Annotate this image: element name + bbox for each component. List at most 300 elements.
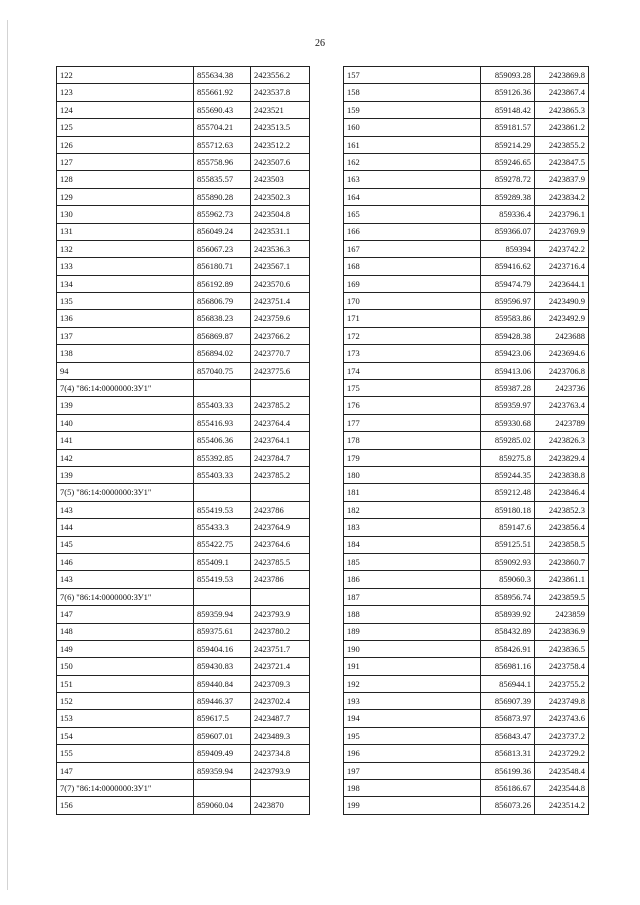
point-number: 175: [344, 380, 481, 397]
y-coordinate: 2423751.4: [251, 293, 310, 310]
point-number: 174: [344, 362, 481, 379]
point-number: 156: [57, 797, 194, 814]
table-row: [57, 171, 310, 188]
y-coordinate: 2423570.6: [251, 275, 310, 292]
y-coordinate: 2423736: [535, 380, 589, 397]
table-row: [57, 432, 310, 449]
x-coordinate: 859244.35: [481, 466, 535, 483]
point-number: 162: [344, 153, 481, 170]
x-coordinate: 856199.36: [481, 762, 535, 779]
y-coordinate: 2423793.9: [251, 762, 310, 779]
table-row: [57, 414, 310, 431]
y-coordinate: 2423694.6: [535, 345, 589, 362]
point-number: 194: [344, 710, 481, 727]
y-coordinate: 2423847.5: [535, 153, 589, 170]
x-coordinate: 855962.73: [194, 206, 251, 223]
y-coordinate: 2423503: [251, 171, 310, 188]
table-row: [344, 519, 589, 536]
table-row: [344, 223, 589, 240]
point-number: 131: [57, 223, 194, 240]
point-number: 185: [344, 553, 481, 570]
table-row: [344, 693, 589, 710]
x-coordinate: 856813.31: [481, 745, 535, 762]
x-coordinate: 859214.29: [481, 136, 535, 153]
y-coordinate: 2423548.4: [535, 762, 589, 779]
point-number: 141: [57, 432, 194, 449]
table-row: [344, 640, 589, 657]
x-coordinate: 855403.33: [194, 466, 251, 483]
x-coordinate: 859409.49: [194, 745, 251, 762]
point-number: 189: [344, 623, 481, 640]
point-number: 187: [344, 588, 481, 605]
y-coordinate: 2423737.2: [535, 727, 589, 744]
x-coordinate: 859474.79: [481, 275, 535, 292]
point-number: 167: [344, 240, 481, 257]
x-coordinate: 859359.94: [194, 762, 251, 779]
table-row: [57, 258, 310, 275]
x-coordinate: 859093.28: [481, 67, 535, 84]
y-coordinate: 2423786: [251, 571, 310, 588]
point-number: 94: [57, 362, 194, 379]
point-number: 130: [57, 206, 194, 223]
table-row: [344, 119, 589, 136]
table-row: [57, 449, 310, 466]
point-number: 192: [344, 675, 481, 692]
x-coordinate: 855422.75: [194, 536, 251, 553]
x-coordinate: 855690.43: [194, 101, 251, 118]
point-number: 172: [344, 327, 481, 344]
table-row: [57, 727, 310, 744]
y-coordinate: 2423860.7: [535, 553, 589, 570]
point-number: 147: [57, 606, 194, 623]
point-number: 153: [57, 710, 194, 727]
x-coordinate: 859583.86: [481, 310, 535, 327]
y-coordinate: 2423759.6: [251, 310, 310, 327]
x-coordinate: 859289.38: [481, 188, 535, 205]
table-row: [57, 501, 310, 518]
table-row: [344, 171, 589, 188]
table-row: [57, 101, 310, 118]
empty-cell: [251, 380, 310, 397]
y-coordinate: 2423846.4: [535, 484, 589, 501]
y-coordinate: 2423644.1: [535, 275, 589, 292]
table-row: [57, 310, 310, 327]
point-number: 182: [344, 501, 481, 518]
table-row: [344, 293, 589, 310]
x-coordinate: 858939.92: [481, 606, 535, 623]
y-coordinate: 2423758.4: [535, 658, 589, 675]
table-row: [344, 571, 589, 588]
x-coordinate: 859423.06: [481, 345, 535, 362]
x-coordinate: 859404.16: [194, 640, 251, 657]
point-number: 168: [344, 258, 481, 275]
x-coordinate: 859413.06: [481, 362, 535, 379]
point-number: 149: [57, 640, 194, 657]
table-row: [344, 101, 589, 118]
y-coordinate: 2423743.6: [535, 710, 589, 727]
table-row: [344, 84, 589, 101]
table-row: [57, 536, 310, 553]
point-number: 197: [344, 762, 481, 779]
x-coordinate: 859126.36: [481, 84, 535, 101]
point-number: 128: [57, 171, 194, 188]
point-number: 150: [57, 658, 194, 675]
point-number: 139: [57, 397, 194, 414]
y-coordinate: 2423514.2: [535, 797, 589, 814]
x-coordinate: 858956.74: [481, 588, 535, 605]
table-row: [344, 67, 589, 84]
point-number: 123: [57, 84, 194, 101]
empty-cell: [251, 780, 310, 797]
x-coordinate: 856907.39: [481, 693, 535, 710]
x-coordinate: 855416.93: [194, 414, 251, 431]
table-row: [344, 710, 589, 727]
table-row: [57, 606, 310, 623]
x-coordinate: 855634.38: [194, 67, 251, 84]
x-coordinate: 857040.75: [194, 362, 251, 379]
x-coordinate: 859278.72: [481, 171, 535, 188]
point-number: 129: [57, 188, 194, 205]
x-coordinate: 856073.26: [481, 797, 535, 814]
table-row: [57, 640, 310, 657]
x-coordinate: 856873.97: [481, 710, 535, 727]
point-number: 133: [57, 258, 194, 275]
y-coordinate: 2423770.7: [251, 345, 310, 362]
point-number: 170: [344, 293, 481, 310]
x-coordinate: 856843.47: [481, 727, 535, 744]
point-number: 136: [57, 310, 194, 327]
y-coordinate: 2423721.4: [251, 658, 310, 675]
point-number: 196: [344, 745, 481, 762]
x-coordinate: 859607.01: [194, 727, 251, 744]
x-coordinate: 859387.28: [481, 380, 535, 397]
coordinates-table-right: [343, 66, 589, 815]
section-row: [57, 484, 310, 501]
table-row: [344, 380, 589, 397]
table-row: [344, 136, 589, 153]
section-row: [57, 780, 310, 797]
y-coordinate: 2423531.1: [251, 223, 310, 240]
point-number: 159: [344, 101, 481, 118]
table-row: [57, 84, 310, 101]
x-coordinate: 856180.71: [194, 258, 251, 275]
table-row: [57, 762, 310, 779]
y-coordinate: 2423858.5: [535, 536, 589, 553]
table-row: [344, 397, 589, 414]
table-row: [57, 327, 310, 344]
point-number: 193: [344, 693, 481, 710]
table-row: [57, 553, 310, 570]
y-coordinate: 2423796.1: [535, 206, 589, 223]
point-number: 143: [57, 571, 194, 588]
point-number: 134: [57, 275, 194, 292]
y-coordinate: 2423521: [251, 101, 310, 118]
y-coordinate: 2423729.2: [535, 745, 589, 762]
y-coordinate: 2423764.1: [251, 432, 310, 449]
point-number: 137: [57, 327, 194, 344]
table-row: [344, 553, 589, 570]
section-label: 7(4) "86:14:0000000:ЗУ1": [57, 380, 194, 397]
point-number: 183: [344, 519, 481, 536]
x-coordinate: 859617.5: [194, 710, 251, 727]
y-coordinate: 2423789: [535, 414, 589, 431]
x-coordinate: 859285.02: [481, 432, 535, 449]
empty-cell: [194, 380, 251, 397]
point-number: 138: [57, 345, 194, 362]
table-row: [57, 240, 310, 257]
empty-cell: [194, 484, 251, 501]
table-row: [57, 293, 310, 310]
table-row: [344, 745, 589, 762]
table-row: [57, 119, 310, 136]
y-coordinate: 2423865.3: [535, 101, 589, 118]
y-coordinate: 2423507.6: [251, 153, 310, 170]
table-row: [57, 710, 310, 727]
y-coordinate: 2423870: [251, 797, 310, 814]
y-coordinate: 2423688: [535, 327, 589, 344]
table-row: [57, 206, 310, 223]
point-number: 124: [57, 101, 194, 118]
table-row: [57, 623, 310, 640]
x-coordinate: 855433.3: [194, 519, 251, 536]
y-coordinate: 2423785.5: [251, 553, 310, 570]
point-number: 132: [57, 240, 194, 257]
x-coordinate: 855406.36: [194, 432, 251, 449]
point-number: 152: [57, 693, 194, 710]
table-row: [344, 432, 589, 449]
x-coordinate: 859060.04: [194, 797, 251, 814]
point-number: 166: [344, 223, 481, 240]
point-number: 145: [57, 536, 194, 553]
point-number: 163: [344, 171, 481, 188]
x-coordinate: 859148.42: [481, 101, 535, 118]
table-row: [344, 797, 589, 814]
table-row: [57, 519, 310, 536]
empty-cell: [194, 588, 251, 605]
y-coordinate: 2423869.8: [535, 67, 589, 84]
y-coordinate: 2423829.4: [535, 449, 589, 466]
y-coordinate: 2423702.4: [251, 693, 310, 710]
table-row: [57, 223, 310, 240]
y-coordinate: 2423766.2: [251, 327, 310, 344]
table-row: [344, 623, 589, 640]
point-number: 195: [344, 727, 481, 744]
x-coordinate: 859359.94: [194, 606, 251, 623]
point-number: 160: [344, 119, 481, 136]
table-row: [344, 606, 589, 623]
x-coordinate: 856869.87: [194, 327, 251, 344]
section-label: 7(6) "86:14:0000000:ЗУ1": [57, 588, 194, 605]
x-coordinate: 859416.62: [481, 258, 535, 275]
point-number: 180: [344, 466, 481, 483]
point-number: 142: [57, 449, 194, 466]
table-row: [57, 466, 310, 483]
y-coordinate: 2423490.9: [535, 293, 589, 310]
table-row: [57, 693, 310, 710]
table-row: [344, 727, 589, 744]
table-row: [344, 188, 589, 205]
y-coordinate: 2423837.9: [535, 171, 589, 188]
x-coordinate: 859180.18: [481, 501, 535, 518]
x-coordinate: 855712.63: [194, 136, 251, 153]
scan-edge-line: [7, 20, 8, 890]
table-row: [344, 414, 589, 431]
x-coordinate: 859359.97: [481, 397, 535, 414]
y-coordinate: 2423861.1: [535, 571, 589, 588]
table-row: [344, 484, 589, 501]
table-row: [344, 780, 589, 797]
y-coordinate: 2423716.4: [535, 258, 589, 275]
x-coordinate: 859375.61: [194, 623, 251, 640]
y-coordinate: 2423838.8: [535, 466, 589, 483]
point-number: 155: [57, 745, 194, 762]
point-number: 144: [57, 519, 194, 536]
y-coordinate: 2423785.2: [251, 397, 310, 414]
x-coordinate: 855419.53: [194, 501, 251, 518]
y-coordinate: 2423537.8: [251, 84, 310, 101]
y-coordinate: 2423502.3: [251, 188, 310, 205]
y-coordinate: 2423749.8: [535, 693, 589, 710]
point-number: 165: [344, 206, 481, 223]
empty-cell: [251, 484, 310, 501]
y-coordinate: 2423755.2: [535, 675, 589, 692]
x-coordinate: 859125.51: [481, 536, 535, 553]
y-coordinate: 2423751.7: [251, 640, 310, 657]
y-coordinate: 2423784.7: [251, 449, 310, 466]
y-coordinate: 2423856.4: [535, 519, 589, 536]
table-row: [344, 449, 589, 466]
y-coordinate: 2423780.2: [251, 623, 310, 640]
x-coordinate: 859336.4: [481, 206, 535, 223]
x-coordinate: 856186.67: [481, 780, 535, 797]
y-coordinate: 2423775.6: [251, 362, 310, 379]
table-row: [344, 327, 589, 344]
y-coordinate: 2423492.9: [535, 310, 589, 327]
table-row: [344, 153, 589, 170]
x-coordinate: 855403.33: [194, 397, 251, 414]
point-number: 143: [57, 501, 194, 518]
y-coordinate: 2423512.2: [251, 136, 310, 153]
table-row: [344, 240, 589, 257]
table-row: [57, 362, 310, 379]
coordinates-table-left: [56, 66, 310, 815]
y-coordinate: 2423861.2: [535, 119, 589, 136]
x-coordinate: 859394: [481, 240, 535, 257]
x-coordinate: 859246.65: [481, 153, 535, 170]
table-row: [57, 188, 310, 205]
x-coordinate: 859147.6: [481, 519, 535, 536]
point-number: 125: [57, 119, 194, 136]
table-row: [57, 397, 310, 414]
table-row: [344, 588, 589, 605]
x-coordinate: 856981.16: [481, 658, 535, 675]
y-coordinate: 2423793.9: [251, 606, 310, 623]
x-coordinate: 858432.89: [481, 623, 535, 640]
y-coordinate: 2423826.3: [535, 432, 589, 449]
x-coordinate: 856192.89: [194, 275, 251, 292]
x-coordinate: 856944.1: [481, 675, 535, 692]
table-row: [57, 345, 310, 362]
point-number: 139: [57, 466, 194, 483]
y-coordinate: 2423867.4: [535, 84, 589, 101]
table-row: [57, 675, 310, 692]
point-number: 164: [344, 188, 481, 205]
point-number: 188: [344, 606, 481, 623]
point-number: 135: [57, 293, 194, 310]
point-number: 173: [344, 345, 481, 362]
y-coordinate: 2423859: [535, 606, 589, 623]
y-coordinate: 2423504.8: [251, 206, 310, 223]
point-number: 148: [57, 623, 194, 640]
point-number: 178: [344, 432, 481, 449]
x-coordinate: 856894.02: [194, 345, 251, 362]
y-coordinate: 2423836.5: [535, 640, 589, 657]
point-number: 122: [57, 67, 194, 84]
x-coordinate: 856049.24: [194, 223, 251, 240]
x-coordinate: 855835.57: [194, 171, 251, 188]
table-row: [344, 258, 589, 275]
point-number: 186: [344, 571, 481, 588]
table-row: [344, 501, 589, 518]
y-coordinate: 2423764.4: [251, 414, 310, 431]
section-label: 7(7) "86:14:0000000:ЗУ1": [57, 780, 194, 797]
y-coordinate: 2423769.9: [535, 223, 589, 240]
table-row: [344, 206, 589, 223]
y-coordinate: 2423742.2: [535, 240, 589, 257]
x-coordinate: 859446.37: [194, 693, 251, 710]
x-coordinate: 855704.21: [194, 119, 251, 136]
y-coordinate: 2423489.3: [251, 727, 310, 744]
y-coordinate: 2423764.6: [251, 536, 310, 553]
point-number: 198: [344, 780, 481, 797]
y-coordinate: 2423567.1: [251, 258, 310, 275]
y-coordinate: 2423859.5: [535, 588, 589, 605]
table-row: [57, 797, 310, 814]
table-row: [344, 675, 589, 692]
x-coordinate: 859275.8: [481, 449, 535, 466]
y-coordinate: 2423544.8: [535, 780, 589, 797]
point-number: 151: [57, 675, 194, 692]
point-number: 191: [344, 658, 481, 675]
point-number: 176: [344, 397, 481, 414]
point-number: 181: [344, 484, 481, 501]
x-coordinate: 855392.85: [194, 449, 251, 466]
point-number: 179: [344, 449, 481, 466]
table-row: [57, 67, 310, 84]
x-coordinate: 855661.92: [194, 84, 251, 101]
point-number: 140: [57, 414, 194, 431]
section-row: [57, 380, 310, 397]
point-number: 146: [57, 553, 194, 570]
y-coordinate: 2423706.8: [535, 362, 589, 379]
x-coordinate: 858426.91: [481, 640, 535, 657]
y-coordinate: 2423709.3: [251, 675, 310, 692]
x-coordinate: 859596.97: [481, 293, 535, 310]
table-row: [344, 658, 589, 675]
point-number: 177: [344, 414, 481, 431]
table-row: [57, 153, 310, 170]
y-coordinate: 2423785.2: [251, 466, 310, 483]
point-number: 147: [57, 762, 194, 779]
table-row: [57, 136, 310, 153]
x-coordinate: 855419.53: [194, 571, 251, 588]
table-row: [344, 762, 589, 779]
page-number: 26: [315, 38, 325, 49]
table-row: [344, 275, 589, 292]
y-coordinate: 2423855.2: [535, 136, 589, 153]
point-number: 169: [344, 275, 481, 292]
y-coordinate: 2423763.4: [535, 397, 589, 414]
